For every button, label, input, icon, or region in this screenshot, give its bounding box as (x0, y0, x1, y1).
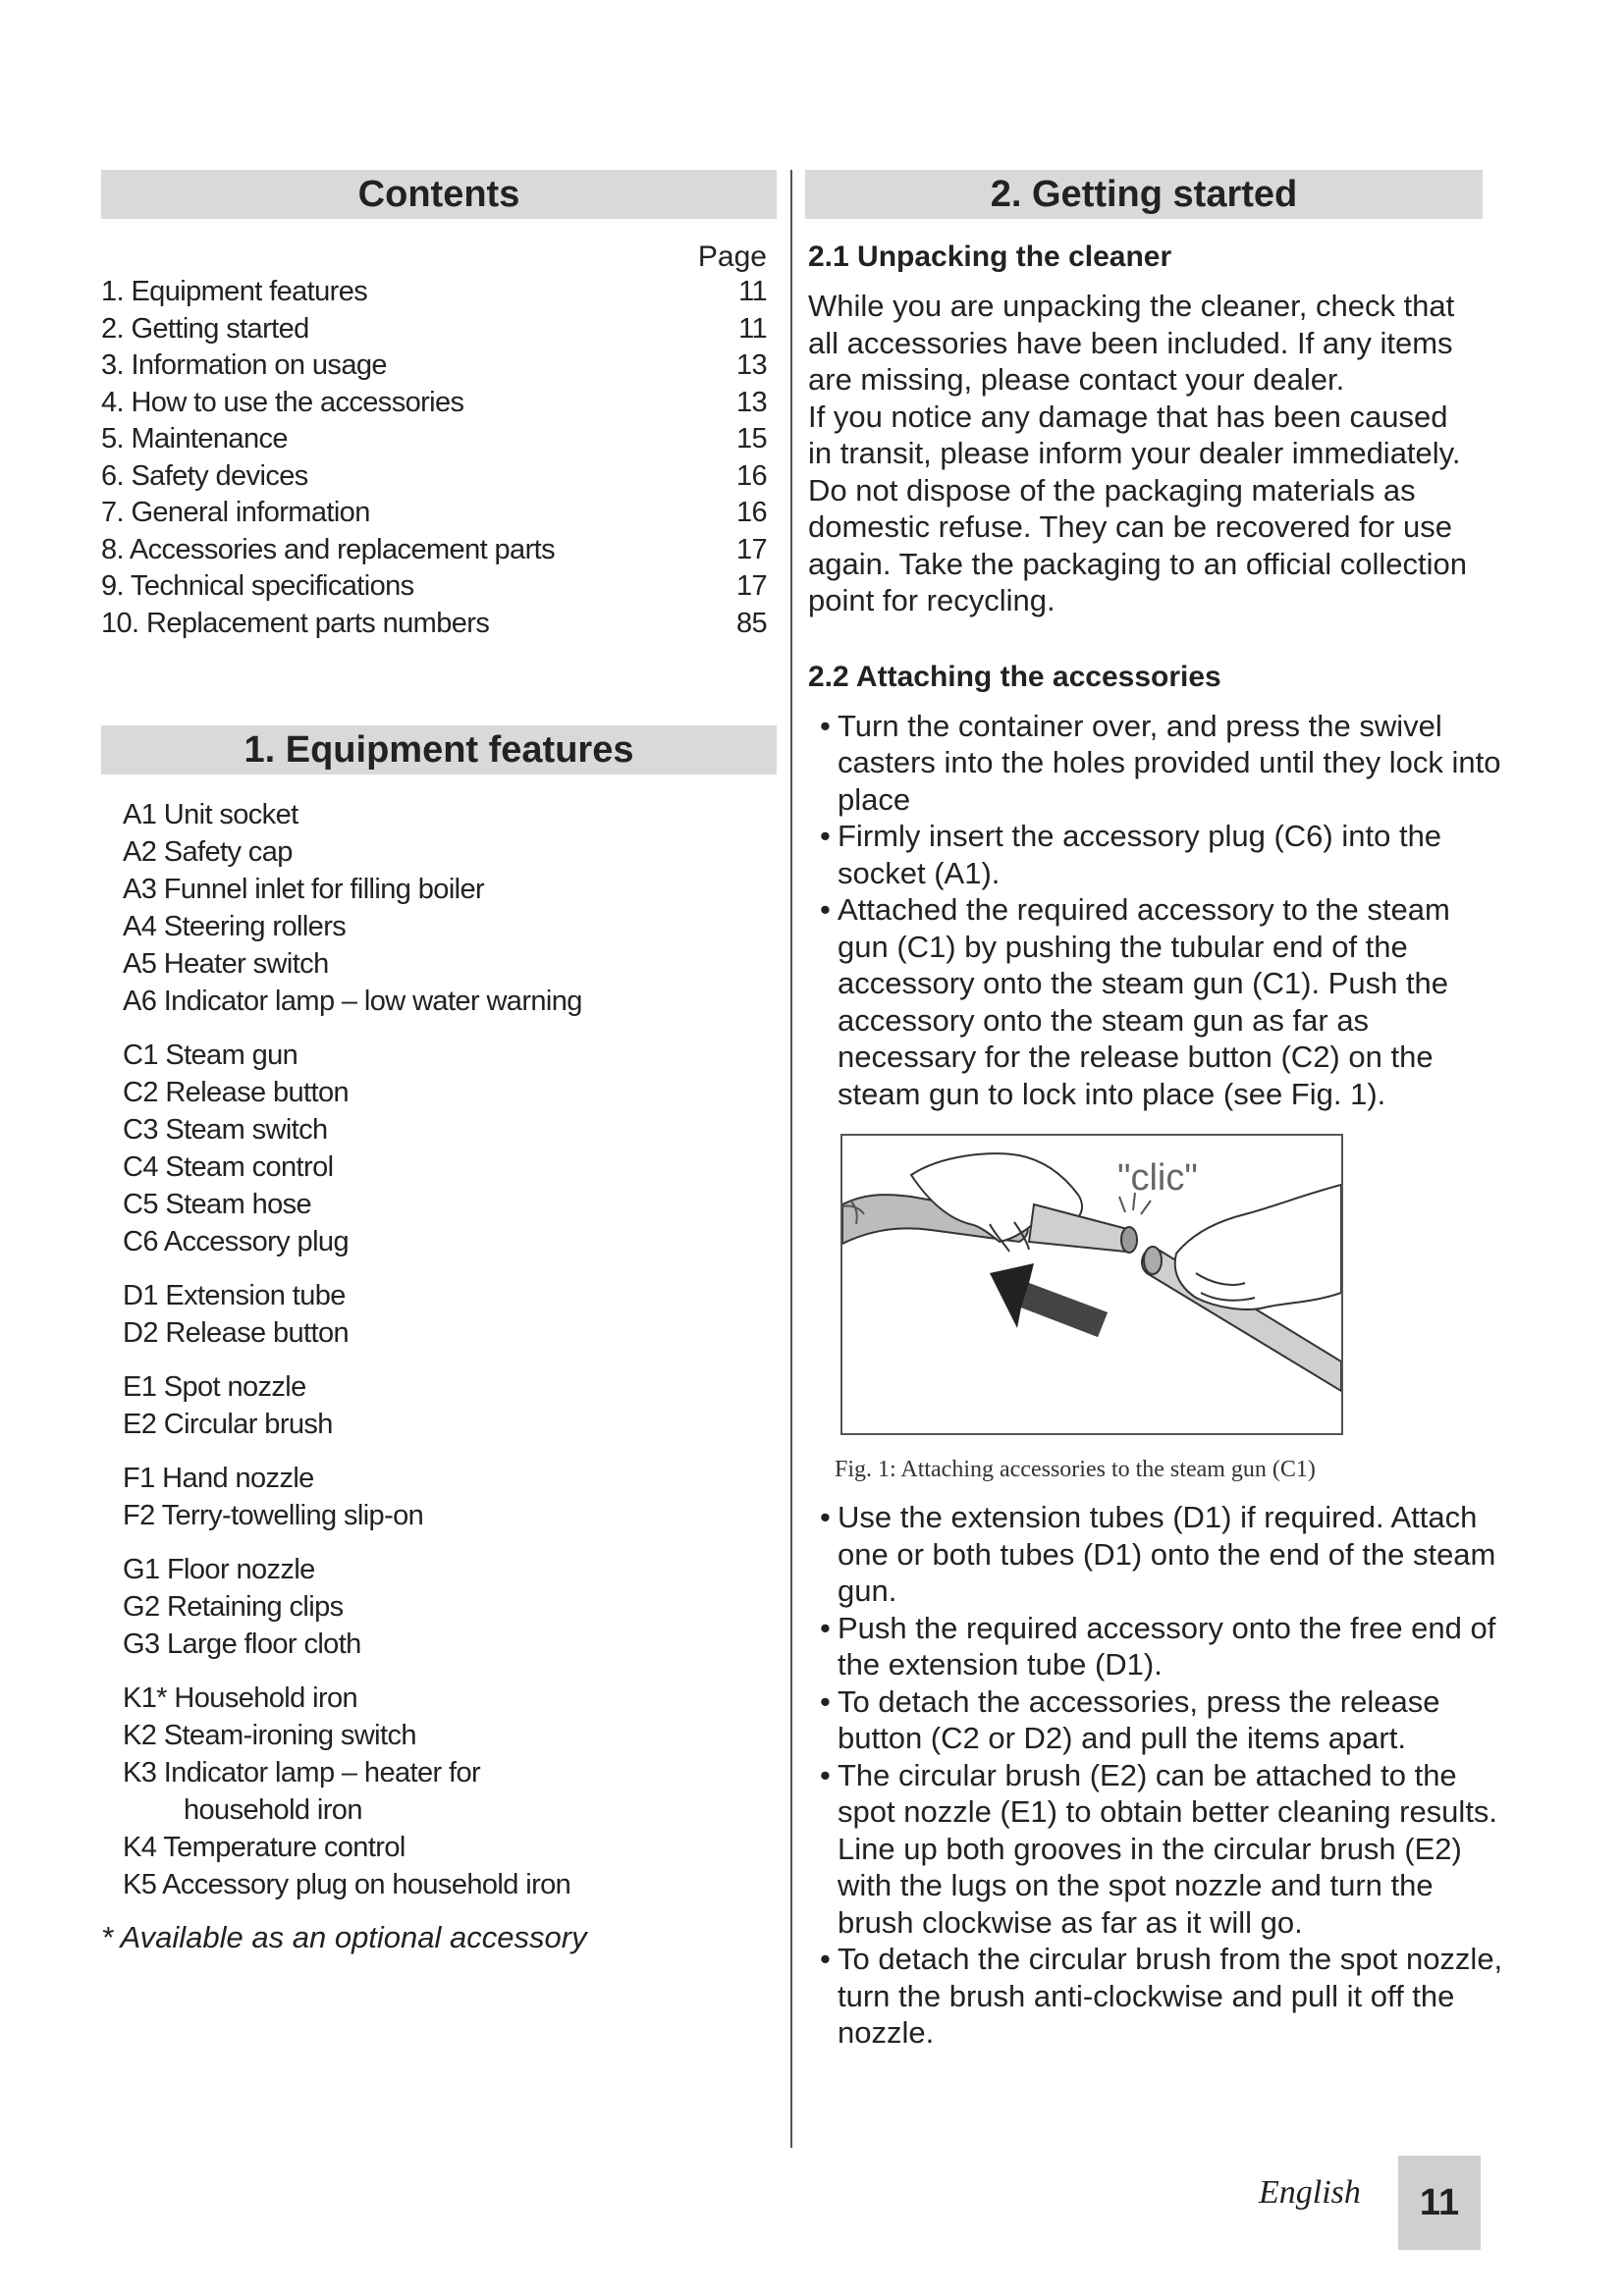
paragraph-line: Do not dispose of the packaging materials as (808, 472, 1416, 507)
feature-item: G1 Floor nozzle (123, 1554, 315, 1585)
right-column (805, 170, 1507, 2052)
paragraph-line: all accessories have been included. If any items (808, 325, 1453, 360)
bullet-item: • Firmly insert the accessory plug (C6) into the socket (A1). (808, 818, 1507, 891)
toc-entry[interactable] (101, 274, 777, 311)
contents-title: Contents (101, 170, 777, 219)
paragraph-line: are missing, please contact your dealer. (808, 362, 1345, 397)
feature-item: A5 Heater switch (123, 948, 329, 980)
feature-group-e (123, 1368, 777, 1443)
feature-item: A1 Unit socket (123, 799, 298, 830)
left-column (101, 170, 777, 1955)
figure-caption: Fig. 1: Attaching accessories to the steam gun (C1) (835, 1457, 1316, 1482)
paragraph-line: point for recycling. (808, 583, 1056, 617)
toc-entry-page: 11 (738, 312, 767, 345)
toc-entry-label: 1. Equipment features (101, 276, 368, 307)
feature-item: A3 Funnel inlet for filling boiler (123, 874, 485, 905)
feature-group-d (123, 1277, 777, 1352)
paragraph-line: domestic refuse. They can be recovered for use (808, 509, 1452, 544)
toc-entry-label: 4. How to use the accessories (101, 386, 464, 418)
toc-entry-label: 3. Information on usage (101, 349, 387, 381)
feature-item: C3 Steam switch (123, 1114, 328, 1146)
toc-entry[interactable] (101, 311, 777, 348)
toc-entry-label: 10. Replacement parts numbers (101, 607, 490, 639)
feature-item: D1 Extension tube (123, 1280, 346, 1311)
bullet-item: • To detach the circular brush from the spot nozzle, turn the brush anti-clockwise and pull it off the nozzle. (808, 1941, 1507, 2052)
toc-entry-label: 6. Safety devices (101, 459, 308, 492)
feature-item: K1* Household iron (123, 1682, 358, 1714)
toc-entry-page: 17 (735, 533, 767, 565)
toc-entry-page: 17 (735, 570, 767, 602)
toc-entry[interactable] (101, 385, 777, 422)
paragraph-line: While you are unpacking the cleaner, check that (808, 289, 1455, 323)
bullet-item: • Attached the required accessory to the steam gun (C1) by pushing the tubular end of the accessory onto the steam gun (C1). Push the accessory onto the steam gun as far as necessary for the release button (C2) on the steam gun to lock into place (see Fig. 1). (808, 891, 1507, 1112)
toc-page-label: Page (697, 240, 767, 273)
feature-item: F1 Hand nozzle (123, 1463, 314, 1494)
bullet-item: • Push the required accessory onto the free end of the extension tube (D1). (808, 1610, 1507, 1683)
toc-entry[interactable] (101, 458, 777, 496)
bullet-item: • Use the extension tubes (D1) if required. Attach one or both tubes (D1) onto the end of the steam gun. (808, 1499, 1507, 1610)
bullet-item: • To detach the accessories, press the release button (C2 or D2) and pull the items apart. (808, 1683, 1507, 1757)
toc-entry-label: 2. Getting started (101, 312, 309, 345)
bullet-item: • Turn the container over, and press the swivel casters into the holes provided until they lock into place (808, 708, 1507, 819)
toc-entry-label: 9. Technical specifications (101, 570, 414, 602)
toc-entry-page: 85 (735, 607, 767, 639)
clic-sound-label: "clic" (1117, 1157, 1198, 1199)
toc-entry-page: 13 (735, 349, 767, 381)
toc-entry[interactable] (101, 347, 777, 385)
feature-item: A6 Indicator lamp – low water warning (123, 986, 582, 1017)
feature-item: G3 Large floor cloth (123, 1629, 361, 1660)
getting-started-title: 2. Getting started (805, 170, 1483, 219)
bullet-item: • The circular brush (E2) can be attached to the spot nozzle (E1) to obtain better cleaning results. Line up both grooves in the circular brush (E2) with the lugs on the spot nozzle and turn the brush clockwise as far as it will go. (808, 1757, 1507, 1942)
toc-entry-page: 16 (735, 459, 767, 492)
toc-entry-page: 13 (735, 386, 767, 418)
feature-item: C2 Release button (123, 1077, 350, 1108)
feature-item: F2 Terry-towelling slip-on (123, 1500, 424, 1531)
toc-entry-label: 7. General information (101, 497, 370, 528)
equipment-features-title: 1. Equipment features (101, 725, 777, 774)
feature-group-c (123, 1037, 777, 1260)
optional-accessory-footnote: * Available as an optional accessory (101, 1920, 587, 1954)
attaching-heading: 2.2 Attaching the accessories (808, 660, 1221, 693)
toc-entry[interactable] (101, 606, 777, 643)
attaching-steps-list-continued (805, 1499, 1507, 2052)
feature-item: C5 Steam hose (123, 1189, 312, 1220)
feature-item: D2 Release button (123, 1317, 350, 1349)
attaching-steps-list (805, 708, 1507, 1113)
feature-item: E1 Spot nozzle (123, 1371, 306, 1403)
feature-group-f (123, 1460, 777, 1534)
feature-item: G2 Retaining clips (123, 1591, 344, 1623)
feature-item: C6 Accessory plug (123, 1226, 349, 1257)
feature-item: K4 Temperature control (123, 1832, 406, 1863)
unpacking-text (805, 288, 1507, 619)
toc-entry[interactable] (101, 495, 777, 532)
feature-group-k (123, 1680, 777, 1903)
feature-item-continuation: household iron (184, 1794, 362, 1826)
paragraph-line: in transit, please inform your dealer immediately. (808, 436, 1461, 470)
column-divider (790, 170, 792, 2148)
unpacking-heading: 2.1 Unpacking the cleaner (808, 240, 1172, 273)
toc-entry-page: 15 (735, 423, 767, 454)
toc-entry[interactable] (101, 421, 777, 458)
paragraph-line: again. Take the packaging to an official collection (808, 546, 1467, 581)
feature-item: K5 Accessory plug on household iron (123, 1869, 571, 1900)
figure-steam-gun-attach (840, 1134, 1343, 1435)
feature-item: A4 Steering rollers (123, 911, 347, 942)
toc-list (101, 274, 777, 642)
feature-item: C4 Steam control (123, 1151, 334, 1183)
feature-item: E2 Circular brush (123, 1409, 333, 1440)
equipment-features-list (101, 796, 777, 1903)
feature-group-a (123, 796, 777, 1020)
paragraph-line: If you notice any damage that has been caused (808, 399, 1448, 434)
toc-entry-page: 16 (735, 497, 767, 528)
steam-gun-illustration (842, 1136, 1341, 1433)
toc-entry[interactable] (101, 532, 777, 569)
toc-entry-label: 8. Accessories and replacement parts (101, 533, 555, 565)
feature-group-g (123, 1551, 777, 1663)
feature-item: A2 Safety cap (123, 836, 293, 868)
toc-entry-page: 11 (738, 276, 767, 307)
feature-item: C1 Steam gun (123, 1040, 298, 1071)
toc-entry-label: 5. Maintenance (101, 423, 288, 454)
toc-entry[interactable] (101, 568, 777, 606)
page-number: 11 (1398, 2156, 1481, 2250)
footer-language: English (1259, 2174, 1361, 2211)
feature-item: K3 Indicator lamp – heater for (123, 1757, 481, 1789)
feature-item: K2 Steam-ironing switch (123, 1720, 416, 1751)
